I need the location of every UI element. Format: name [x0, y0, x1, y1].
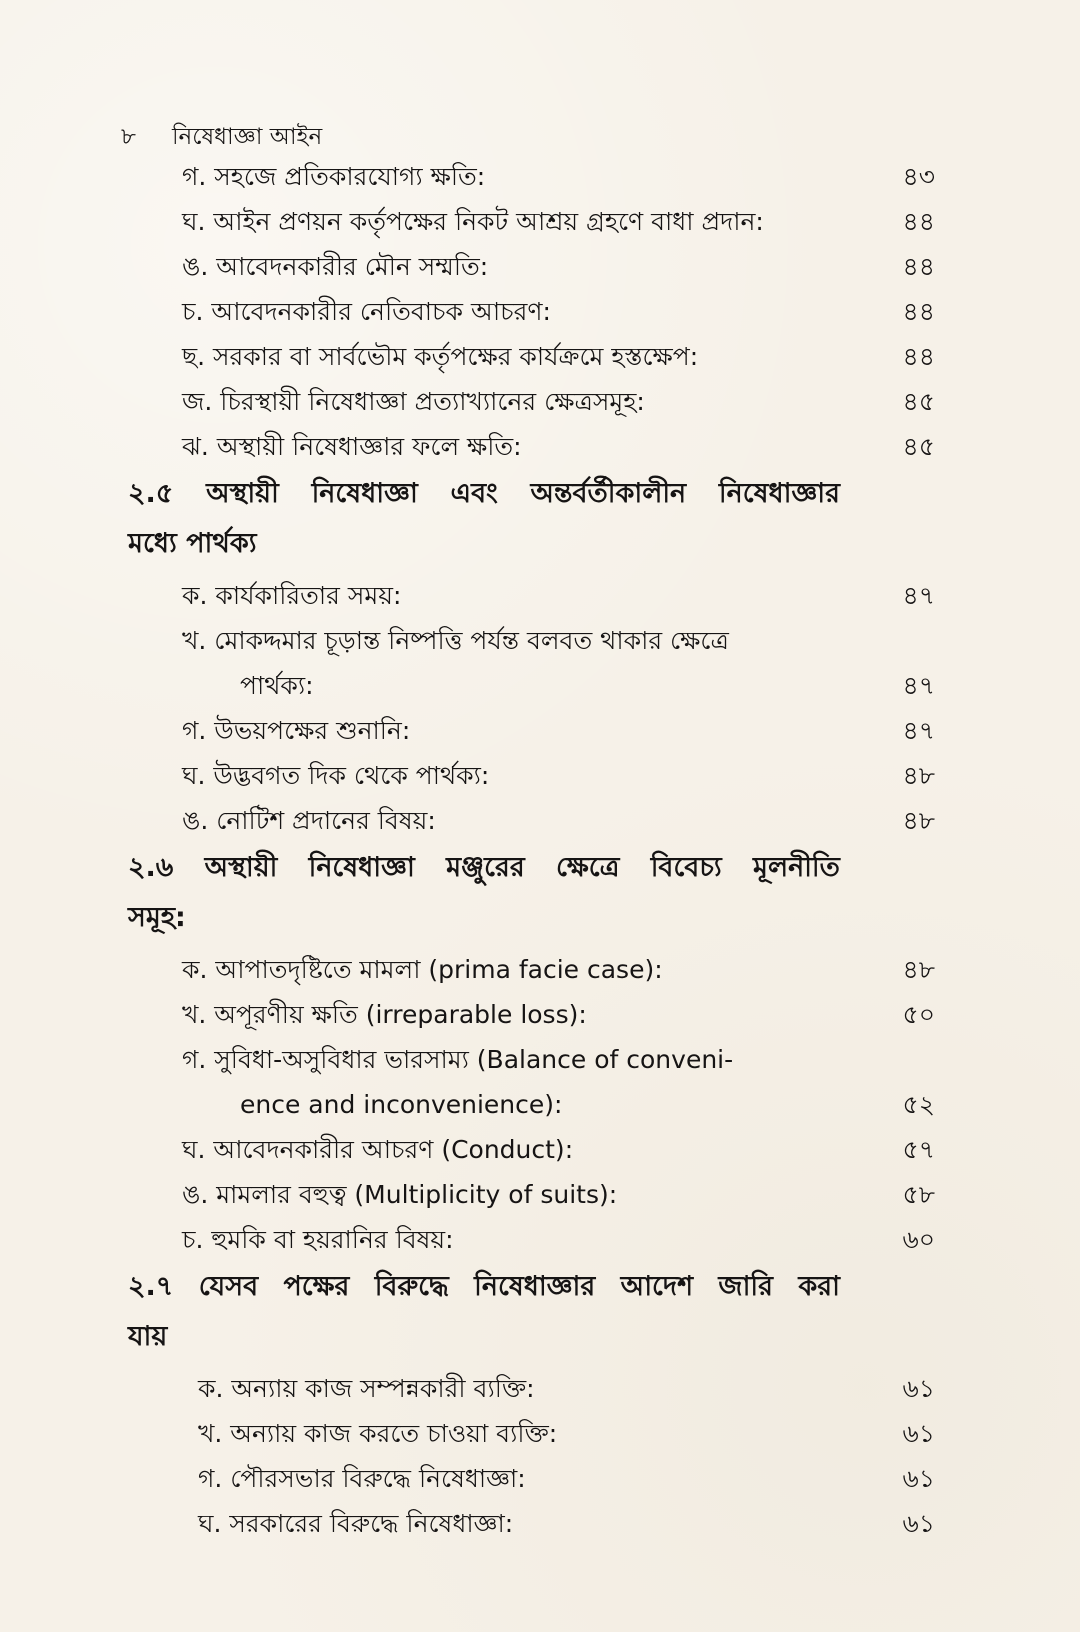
toc-entry — [0, 708, 1080, 753]
toc-entry — [0, 199, 1080, 244]
toc-entry-page: ৬১ — [902, 1419, 935, 1448]
toc-entry-label: ছ. সরকার বা সার্বভৌম কর্তৃপক্ষের কার্যক্রমে হস্তক্ষেপ: — [182, 342, 699, 371]
heading-word: মঞ্জুরের — [446, 852, 525, 883]
heading-word: পক্ষের — [283, 1271, 350, 1302]
toc-entry — [0, 618, 1080, 663]
toc-entry — [0, 1172, 1080, 1217]
toc-entry-label: গ. সুবিধা-অসুবিধার ভারসাম্য (Balance of conveni- — [182, 1045, 734, 1074]
toc-entry-page: ৪৮ — [902, 761, 935, 790]
toc-entry-page: ৪৮ — [902, 955, 935, 984]
toc-entry-page: ৪৪ — [902, 297, 935, 326]
toc-entry-page: ৪৫ — [902, 432, 935, 461]
toc-entry-page: ৬১ — [902, 1464, 935, 1493]
toc-entry-page: ৫০ — [902, 1000, 935, 1029]
heading-word: ২.৭ — [128, 1271, 174, 1302]
toc-entry-label: গ. উভয়পক্ষের শুনানি: — [182, 716, 411, 745]
toc-entry-label: ঘ. আইন প্রণয়ন কর্তৃপক্ষের নিকট আশ্রয় গ্রহণে বাধা প্রদান: — [182, 207, 764, 236]
toc-entry-label: গ. পৌরসভার বিরুদ্ধে নিষেধাজ্ঞা: — [198, 1464, 526, 1493]
toc-entry-page: ৪৫ — [902, 387, 935, 416]
section-heading-2-6 — [128, 843, 840, 943]
section-heading-2-7 — [128, 1262, 840, 1362]
toc-entry-page: ৪৪ — [902, 342, 935, 371]
toc-entry — [0, 244, 1080, 289]
heading-word: অস্থায়ী — [206, 478, 279, 509]
heading-line-2: যায় — [128, 1321, 168, 1352]
toc-entry-page: ৫২ — [902, 1090, 935, 1119]
heading-word: নিষেধাজ্ঞা — [308, 852, 415, 883]
heading-word: ২.৬ — [128, 852, 174, 883]
heading-word: নিষেধাজ্ঞার — [718, 478, 840, 509]
heading-word: যেসব — [198, 1271, 259, 1302]
heading-word: মূলনীতি — [752, 852, 840, 883]
toc-entry-label: পার্থক্য: — [240, 671, 314, 700]
toc-entry — [0, 379, 1080, 424]
heading-word: এবং — [450, 478, 498, 509]
toc-entry-label: ঙ. নোটিশ প্রদানের বিষয়: — [182, 806, 436, 835]
toc-entry-label: ence and inconvenience): — [240, 1090, 563, 1119]
toc-entry-page: ৬০ — [902, 1225, 935, 1254]
toc-entry-page: ৪৭ — [902, 716, 935, 745]
section-heading-2-5 — [128, 469, 840, 569]
toc-entry — [0, 334, 1080, 379]
toc-entry — [0, 1411, 1080, 1456]
toc-entry-page: ৬১ — [902, 1374, 935, 1403]
toc-entry — [0, 798, 1080, 843]
toc-entry — [0, 1456, 1080, 1501]
toc-entry-label: গ. সহজে প্রতিকারযোগ্য ক্ষতি: — [182, 162, 486, 191]
book-title: নিষেধাজ্ঞা আইন — [171, 124, 323, 150]
heading-word: জারি — [718, 1271, 773, 1302]
heading-word: নিষেধাজ্ঞার — [474, 1271, 596, 1302]
heading-word: অস্থায়ী — [204, 852, 278, 883]
toc-entry-page: ৪৭ — [902, 581, 935, 610]
toc-entry — [0, 992, 1080, 1037]
heading-word: বিরুদ্ধে — [374, 1271, 449, 1302]
heading-word: করা — [798, 1271, 840, 1302]
toc-entry-label: ক. অন্যায় কাজ সম্পন্নকারী ব্যক্তি: — [198, 1374, 535, 1403]
toc-entry — [0, 1217, 1080, 1262]
toc-entry — [0, 1127, 1080, 1172]
toc-entry-label: ঝ. অস্থায়ী নিষেধাজ্ঞার ফলে ক্ষতি: — [182, 432, 522, 461]
heading-word: নিষেধাজ্ঞা — [311, 478, 418, 509]
toc-entry — [0, 289, 1080, 334]
toc-entry — [0, 154, 1080, 199]
heading-word: অন্তর্বর্তীকালীন — [530, 478, 687, 509]
toc-entry-page: ৪৩ — [902, 162, 935, 191]
toc-entry-label: চ. আবেদনকারীর নেতিবাচক আচরণ: — [182, 297, 551, 326]
heading-line-2: সমূহ: — [128, 902, 186, 933]
toc-entry-label: খ. অপূরণীয় ক্ষতি (irreparable loss): — [182, 1000, 587, 1029]
toc-entry-page: ৫৮ — [902, 1180, 935, 1209]
toc-entry-page: ৪৮ — [902, 806, 935, 835]
toc-entry-label: ঘ. উদ্ভবগত দিক থেকে পার্থক্য: — [182, 761, 490, 790]
toc-entry — [0, 573, 1080, 618]
running-header — [121, 118, 322, 157]
toc-entry-label: ক. আপাতদৃষ্টিতে মামলা (prima facie case): — [182, 955, 663, 984]
toc-entry-continued — [0, 663, 1080, 708]
toc-entry-continued — [0, 1082, 1080, 1127]
toc-entry — [0, 947, 1080, 992]
toc-entry — [0, 1037, 1080, 1082]
table-of-contents — [0, 154, 1080, 1546]
toc-entry-page: ৫৭ — [902, 1135, 935, 1164]
toc-entry-label: জ. চিরস্থায়ী নিষেধাজ্ঞা প্রত্যাখ্যানের ক্ষেত্রসমূহ: — [182, 387, 645, 416]
heading-word: ২.৫ — [128, 478, 174, 509]
toc-entry-label: ঘ. সরকারের বিরুদ্ধে নিষেধাজ্ঞা: — [198, 1509, 514, 1538]
toc-entry-label: খ. অন্যায় কাজ করতে চাওয়া ব্যক্তি: — [198, 1419, 558, 1448]
toc-entry-page: ৪৪ — [902, 207, 935, 236]
toc-entry-label: ঘ. আবেদনকারীর আচরণ (Conduct): — [182, 1135, 574, 1164]
toc-entry — [0, 1366, 1080, 1411]
toc-entry — [0, 753, 1080, 798]
toc-entry-label: চ. হুমকি বা হয়রানির বিষয়: — [182, 1225, 454, 1254]
toc-entry-label: ঙ. আবেদনকারীর মৌন সম্মতি: — [182, 252, 489, 281]
heading-word: বিবেচ্য — [650, 852, 722, 883]
toc-entry-label: ক. কার্যকারিতার সময়: — [182, 581, 402, 610]
toc-entry — [0, 424, 1080, 469]
toc-entry-page: ৪৪ — [902, 252, 935, 281]
toc-entry — [0, 1501, 1080, 1546]
heading-line-2: মধ্যে পার্থক্য — [128, 528, 257, 559]
toc-entry-page: ৪৭ — [902, 671, 935, 700]
heading-word: আদেশ — [620, 1271, 694, 1302]
toc-entry-label: ঙ. মামলার বহুত্ব (Multiplicity of suits): — [182, 1180, 618, 1209]
page-number: ৮ — [121, 124, 136, 150]
toc-entry-page: ৬১ — [902, 1509, 935, 1538]
heading-word: ক্ষেত্রে — [555, 852, 620, 883]
toc-entry-label: খ. মোকদ্দমার চূড়ান্ত নিষ্পত্তি পর্যন্ত বলবত থাকার ক্ষেত্রে — [182, 626, 729, 655]
